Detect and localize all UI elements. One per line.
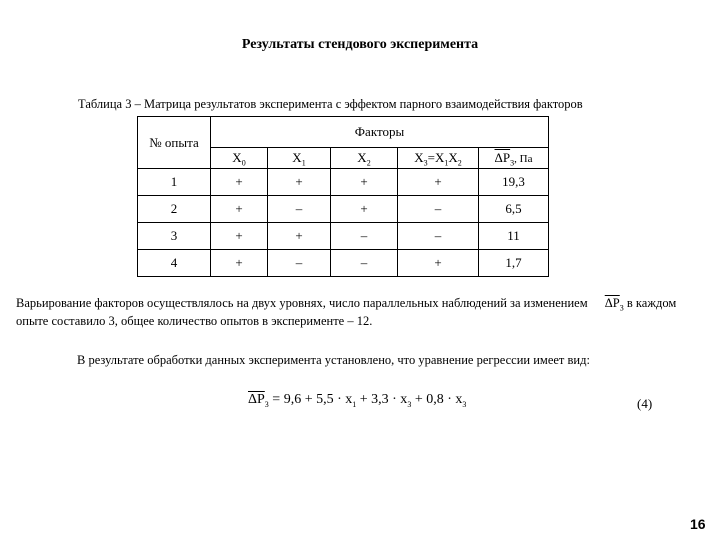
cell-x1: – — [268, 196, 331, 223]
page-number: 16 — [690, 516, 706, 532]
cell-x1: + — [268, 169, 331, 196]
cell-dp: 11 — [479, 223, 549, 250]
cell-n: 1 — [138, 169, 211, 196]
col-delta-p: $\overline{\Delta P}_3$, Па — [479, 148, 549, 169]
col-x0: $X_0$ — [211, 148, 268, 169]
equation-number: (4) — [637, 396, 653, 411]
cell-x0: + — [211, 169, 268, 196]
cell-x1: + — [268, 223, 331, 250]
cell-x3: + — [398, 169, 479, 196]
header-factors: Факторы — [211, 117, 549, 148]
cell-dp: 6,5 — [479, 196, 549, 223]
table-row — [138, 250, 549, 277]
cell-x1: – — [268, 250, 331, 277]
paragraph-regression: В результате обработки данных эксперимента установлено, что уравнение регрессии имеет вид: — [77, 353, 590, 367]
cell-n: 3 — [138, 223, 211, 250]
cell-x3: – — [398, 196, 479, 223]
table-row — [138, 196, 549, 223]
table-caption: Таблица 3 – Матрица результатов эксперимента с эффектом парного взаимодействия факторов — [78, 97, 583, 111]
cell-x2: + — [331, 169, 398, 196]
cell-x0: + — [211, 250, 268, 277]
table-row — [138, 169, 549, 196]
cell-n: 2 — [138, 196, 211, 223]
paragraph-text-a: Варьирование факторов осуществлялось на двух уровнях, число параллельных наблюдений за изменением — [16, 296, 588, 310]
paragraph-variation — [16, 294, 706, 330]
cell-x2: + — [331, 196, 398, 223]
cell-x0: + — [211, 196, 268, 223]
page-title: Результаты стендового эксперимента — [241, 37, 479, 52]
cell-x2: – — [331, 223, 398, 250]
header-experiment-number: № опыта — [138, 117, 211, 169]
paragraph-text-b: в каждом опыте составило 3, общее количество опытов в эксперименте – 12. — [16, 296, 677, 328]
table-row — [138, 223, 549, 250]
cell-x0: + — [211, 223, 268, 250]
cell-x2: – — [331, 250, 398, 277]
results-matrix-table — [137, 116, 549, 277]
cell-n: 4 — [138, 250, 211, 277]
cell-x3: – — [398, 223, 479, 250]
cell-dp: 1,7 — [479, 250, 549, 277]
delta-p-subscript: 3 — [619, 303, 624, 313]
delta-p-symbol: $\overline{\Delta P}$ — [604, 296, 620, 310]
regression-equation: $\overline{\Delta P}_3 = 9,6 + 5,5 \cdot x_1 + 3,3 \cdot x_3 + 0,8 \cdot x_3$ — [248, 392, 467, 409]
col-x2: $X_2$ — [331, 148, 398, 169]
col-x1: $X_1$ — [268, 148, 331, 169]
col-x3: $X_3=X_1X_2$ — [398, 148, 479, 169]
cell-dp: 19,3 — [479, 169, 549, 196]
cell-x3: + — [398, 250, 479, 277]
